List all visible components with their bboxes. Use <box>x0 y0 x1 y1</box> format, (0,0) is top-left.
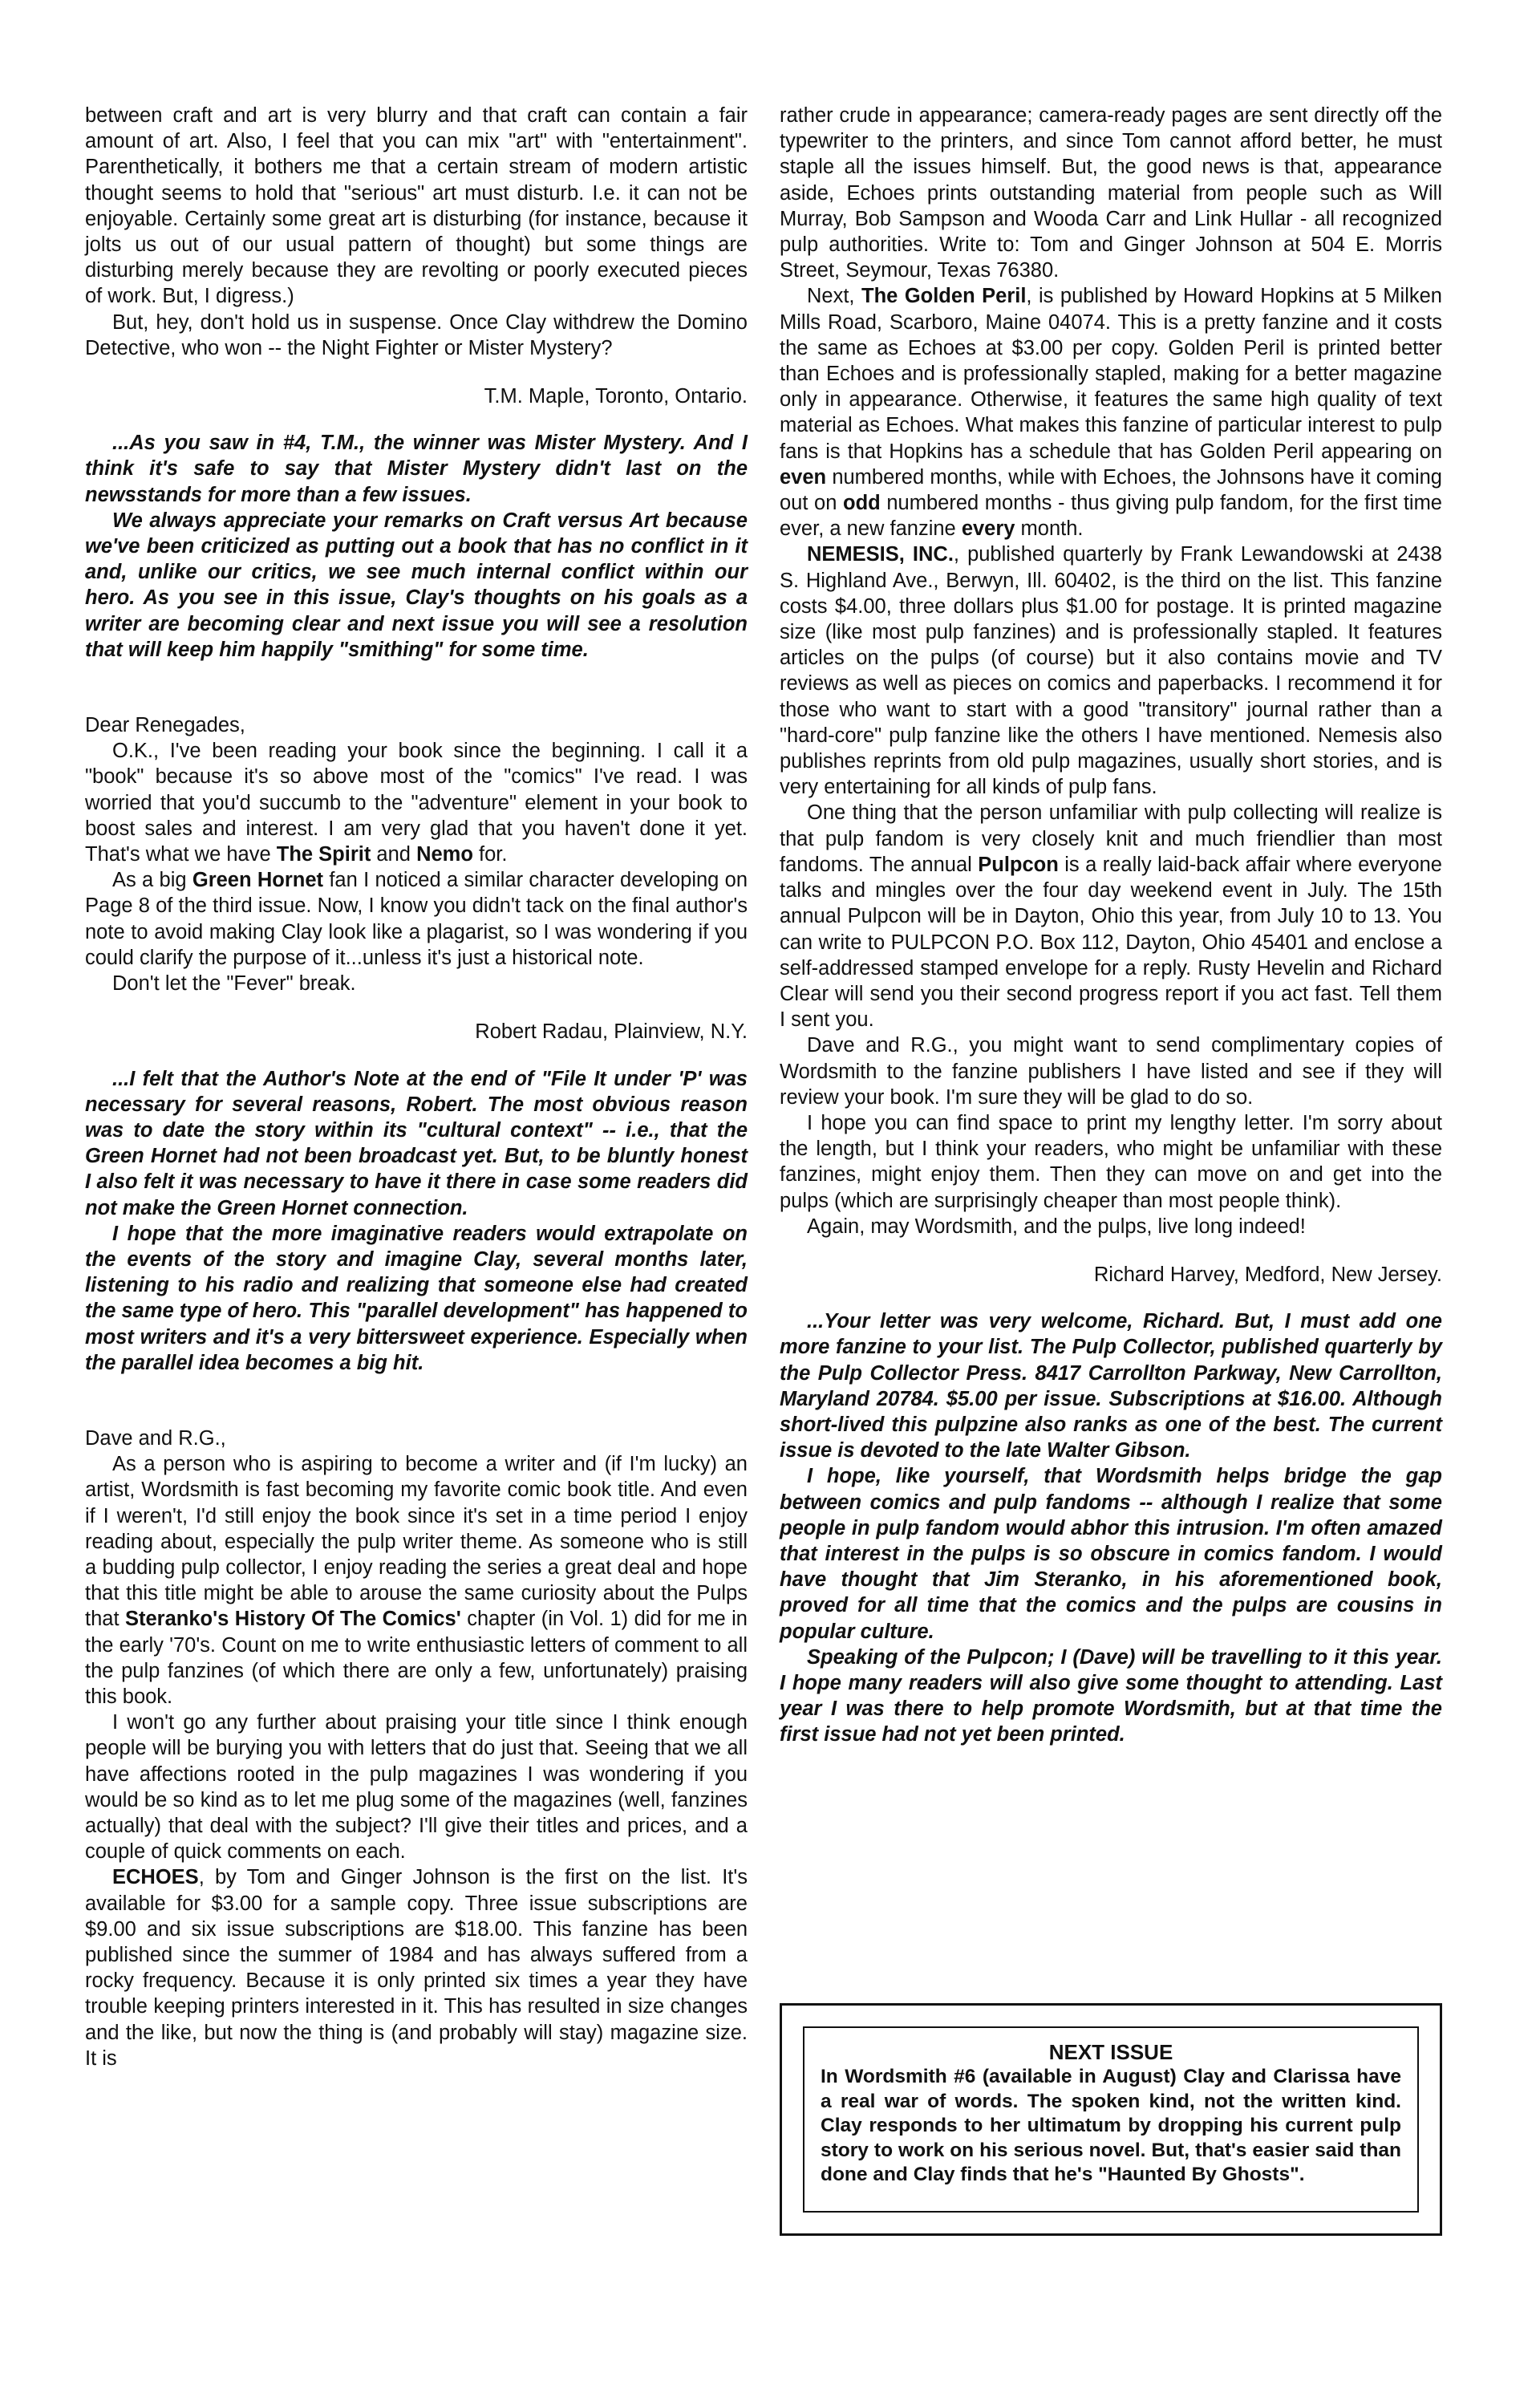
editor-response-1b: We always appreciate your remarks on Craft versus Art because we've been criticized as putting out a book that has no conflict in it and, unlike our critics, we see much internal conflict within our hero. As you see in this issue, Clay's thoughts on his goals as a writer are becoming clear and next issue you will see a resolution that will keep him happily "smithing" for some time. <box>85 509 748 661</box>
nemo-title: Nemo <box>416 843 473 866</box>
steranko-history-title: Steranko's History Of The Comics' <box>124 1608 461 1631</box>
editor-response-3b: I hope, like yourself, that Wordsmith helps bridge the gap between comics and pulp fandoms -- although I realize that some people in pulp fandom would abhor this intrusion. I'm often amazed that interest in the pulps is so obscure in comics fandom. I would have thought that Jim Steranko, in his aforementioned book, proved for all time that the comics and the pulps are cousins in popular culture. <box>780 1465 1442 1643</box>
next-issue-inner-frame <box>803 2026 1419 2213</box>
letter-3-paragraph-8: Dave and R.G., you might want to send complimentary copies of Wordsmith to the fanzine publishers I have listed and see if they will review your book. I'm sure they will be glad to do so. <box>780 1034 1442 1109</box>
next-issue-title: NEXT ISSUE <box>1048 2040 1173 2064</box>
editor-response-3c: Speaking of the Pulpcon; I (Dave) will be travelling to it this year. I hope many readers will also give some thought to attending. Last year I was there to help promote Wordsmith, but at that time the first issue had not yet been printed. <box>780 1645 1442 1746</box>
editor-response-2a: ...I felt that the Author's Note at the end of "File It under 'P' was necessary for several reasons, Robert. The most obvious reason was to date the story within its "cultural context" -- i.e., that the Green Hornet had not been broadcast yet. But, to be bluntly honest I also felt it was necessary to have it there in case some readers did not make the Green Hornet connection. <box>85 1067 748 1219</box>
letter-2-paragraph-1: O.K., I've been reading your book since the beginning. I call it a "book" because it's so above most of the "comics" I've read. I was worried that you'd succumb to the "adventure" element in your book to boost sales and interest. I am very glad that you haven't done it yet. That's what we have The Spirit and Nemo for. <box>85 740 748 866</box>
echoes-title: ECHOES <box>112 1866 199 1889</box>
letter-3-paragraph-10: Again, may Wordsmith, and the pulps, live long indeed! <box>807 1215 1306 1238</box>
green-hornet-name: Green Hornet <box>192 869 324 892</box>
editor-response-2b: I hope that the more imaginative readers would extrapolate on the events of the story and imagine Clay, several months later, listening to his radio and realizing that someone else had created the same type of hero. This "parallel development" has happened to most writers and it's a very bittersweet experience. Especially when the parallel idea becomes a big hit. <box>85 1222 748 1374</box>
right-column <box>780 103 1442 1748</box>
letter-2-signature: Robert Radau, Plainview, N.Y. <box>475 1020 748 1044</box>
letter-2-paragraph-3: Don't let the "Fever" break. <box>112 972 356 996</box>
letter-3-paragraph-5: Next, The Golden Peril, is published by Howard Hopkins at 5 Milken Mills Road, Scarboro, Maine 04074. This is a pretty fanzine and it costs the same as Echoes at $3.00 per copy. Golden Peril is printed better than Echoes and is professionally stapled, making for a better magazine only in appearance. Otherwise, it features the same high quality of text material as Echoes. What makes this fanzine of particular interest to pulp fans is that Hopkins has a schedule that has Golden Peril appearing on even numbered months, while with Echoes, the Johnsons have it coming out on odd numbered months - thus giving pulp fandom, for the first time ever, a new fanzine every month. <box>780 285 1442 541</box>
letter-3-paragraph-2: I won't go any further about praising your title since I think enough people will be burying you with letters that do just that. Seeing that we all have affections rooted in the pulp magazines I was wondering if you would be so kind as to let me plug some of the magazines (well, fanzines actually) that deal with the subject? I'll give their titles and prices, and a couple of quick comments on each. <box>85 1711 748 1864</box>
letter-1-signature: T.M. Maple, Toronto, Ontario. <box>484 385 748 408</box>
letter-2-paragraph-2: As a big Green Hornet fan I noticed a similar character developing on Page 8 of the third issue. Now, I know you didn't tack on the final author's note to avoid making Clay look like a plagarist, so I was wondering if you could clarify the purpose of it...unless it's just a historical note. <box>85 869 748 969</box>
next-issue-box <box>780 2003 1442 2236</box>
letter-3-paragraph-4: rather crude in appearance; camera-ready pages are sent directly off the typewriter to the printers, and since Tom cannot afford better, he must staple all the issues himself. But, the good news is that, appearance aside, Echoes prints outstanding material from people such as Will Murray, Bob Sampson and Wooda Carr and Link Hullar - all recognized pulp authorities. Write to: Tom and Ginger Johnson at 504 E. Morris Street, Seymour, Texas 76380. <box>780 104 1442 282</box>
letter-1-question: But, hey, don't hold us in suspense. Once Clay withdrew the Domino Detective, who won -- the Night Fighter or Mister Mystery? <box>85 310 748 359</box>
letter-1-continuation: between craft and art is very blurry and that craft can contain a fair amount of art. Also, I feel that you can mix "art" with "entertainment". Parenthetically, it bothers me that a certain stream of modern artistic thought seems to hold that "serious" art must disturb. I.e. it can not be enjoyable. Certainly some great art is disturbing (for instance, because it jolts us out of our usual pattern of thought) but some things are disturbing merely because they are revolting or poorly executed pieces of work. But, I digress.) <box>85 104 748 308</box>
letter-3-paragraph-3: ECHOES, by Tom and Ginger Johnson is the first on the list. It's available for $3.00 for a sample copy. Three issue subscriptions are $9.00 and six issue subscriptions are $18.00. This fanzine has been published since the summer of 1984 and has always suffered from a rocky frequency. Because it is only printed six times a year they have trouble keeping printers interested in it. This has resulted in size changes and the like, but now the thing is (and probably will stay) magazine size. It is <box>85 1866 748 2070</box>
next-issue-text: In Wordsmith #6 (available in August) Clay and Clarissa have a real war of words. The spoken kind, not the written kind. Clay responds to her ultimatum by dropping his current pulp story to work on his serious novel. But, that's easier said than done and Clay finds that he's "Haunted By Ghosts". <box>821 2066 1401 2185</box>
editor-response-3a: ...Your letter was very welcome, Richard. But, I must add one more fanzine to your list. The Pulp Collector, published quarterly by the Pulp Collector Press. 8417 Carrollton Parkway, New Carrollton, Maryland 20784. $5.00 per issue. Subscriptions at $16.00. Although short-lived this pulpzine also ranks as one of the best. The current issue is devoted to the late Walter Gibson. <box>780 1310 1442 1462</box>
letter-3-paragraph-7: One thing that the person unfamiliar with pulp collecting will realize is that pulp fandom is very closely knit and much friendlier than most fandoms. The annual Pulpcon is a really laid-back affair where everyone talks and mingles over the four day weekend event in July. The 15th annual Pulpcon will be in Dayton, Ohio this year, from July 10 to 13. You can write to PULPCON P.O. Box 112, Dayton, Ohio 45401 and enclose a self-addressed stamped envelope for a reply. Rusty Hevelin and Richard Clear will send you their second progress report if you act fast. Tell them I sent you. <box>780 801 1442 1032</box>
letter-3-paragraph-9: I hope you can find space to print my lengthy letter. I'm sorry about the length, but I think your readers, who might be unfamiliar with these fanzines, might enjoy them. Then they can move on and get into the pulps (which are surprisingly cheaper than most people think). <box>780 1111 1442 1212</box>
editor-response-1a: ...As you saw in #4, T.M., the winner was Mister Mystery. And I think it's safe to say that Mister Mystery didn't last on the newsstands for more than a few issues. <box>85 432 748 506</box>
left-column <box>85 103 748 2071</box>
letter-3-greeting: Dave and R.G., <box>85 1426 226 1450</box>
letter-3-paragraph-6: NEMESIS, INC., published quarterly by Frank Lewandowski at 2438 S. Highland Ave., Berwyn, Ill. 60402, is the third on the list. This fanzine costs $4.00, three dollars plus $1.00 for postage. It is printed magazine size (like most pulp fanzines) and is professionally stapled. It features articles on the pulps (of course) but it also contains movie and TV reviews as well as pieces on comics and paperbacks. I recommend it for those who want to start with a good "transitory" journal rather than a "hard-core" pulp fanzine like the others I have mentioned. Nemesis also publishes reprints from old pulp magazines, usually short stories, and is very entertaining for all kinds of pulp fans. <box>780 543 1442 799</box>
the-spirit-title: The Spirit <box>276 843 371 866</box>
letter-3-paragraph-1: As a person who is aspiring to become a writer and (if I'm lucky) an artist, Wordsmith is fast becoming my favorite comic book title. And even if I weren't, I'd still enjoy the book since it's set in a time period I enjoy reading about, especially the pulp writer theme. As someone who is still a budding pulp collector, I enjoy reading the series a great deal and hope that this title might be able to arouse the same curiosity about the Pulps that Steranko's History Of The Comics' chapter (in Vol. 1) did for me in the early '70's. Count on me to write enthusiastic letters of comment to all the pulp fanzines (of which there are only a few, unfortunately) praising this book. <box>85 1453 748 1708</box>
letter-3-signature: Richard Harvey, Medford, New Jersey. <box>1093 1263 1442 1286</box>
golden-peril-title: The Golden Peril <box>861 285 1027 308</box>
nemesis-title: NEMESIS, INC. <box>807 543 954 566</box>
pulpcon-name: Pulpcon <box>978 853 1059 876</box>
letter-2-greeting: Dear Renegades, <box>85 714 245 737</box>
